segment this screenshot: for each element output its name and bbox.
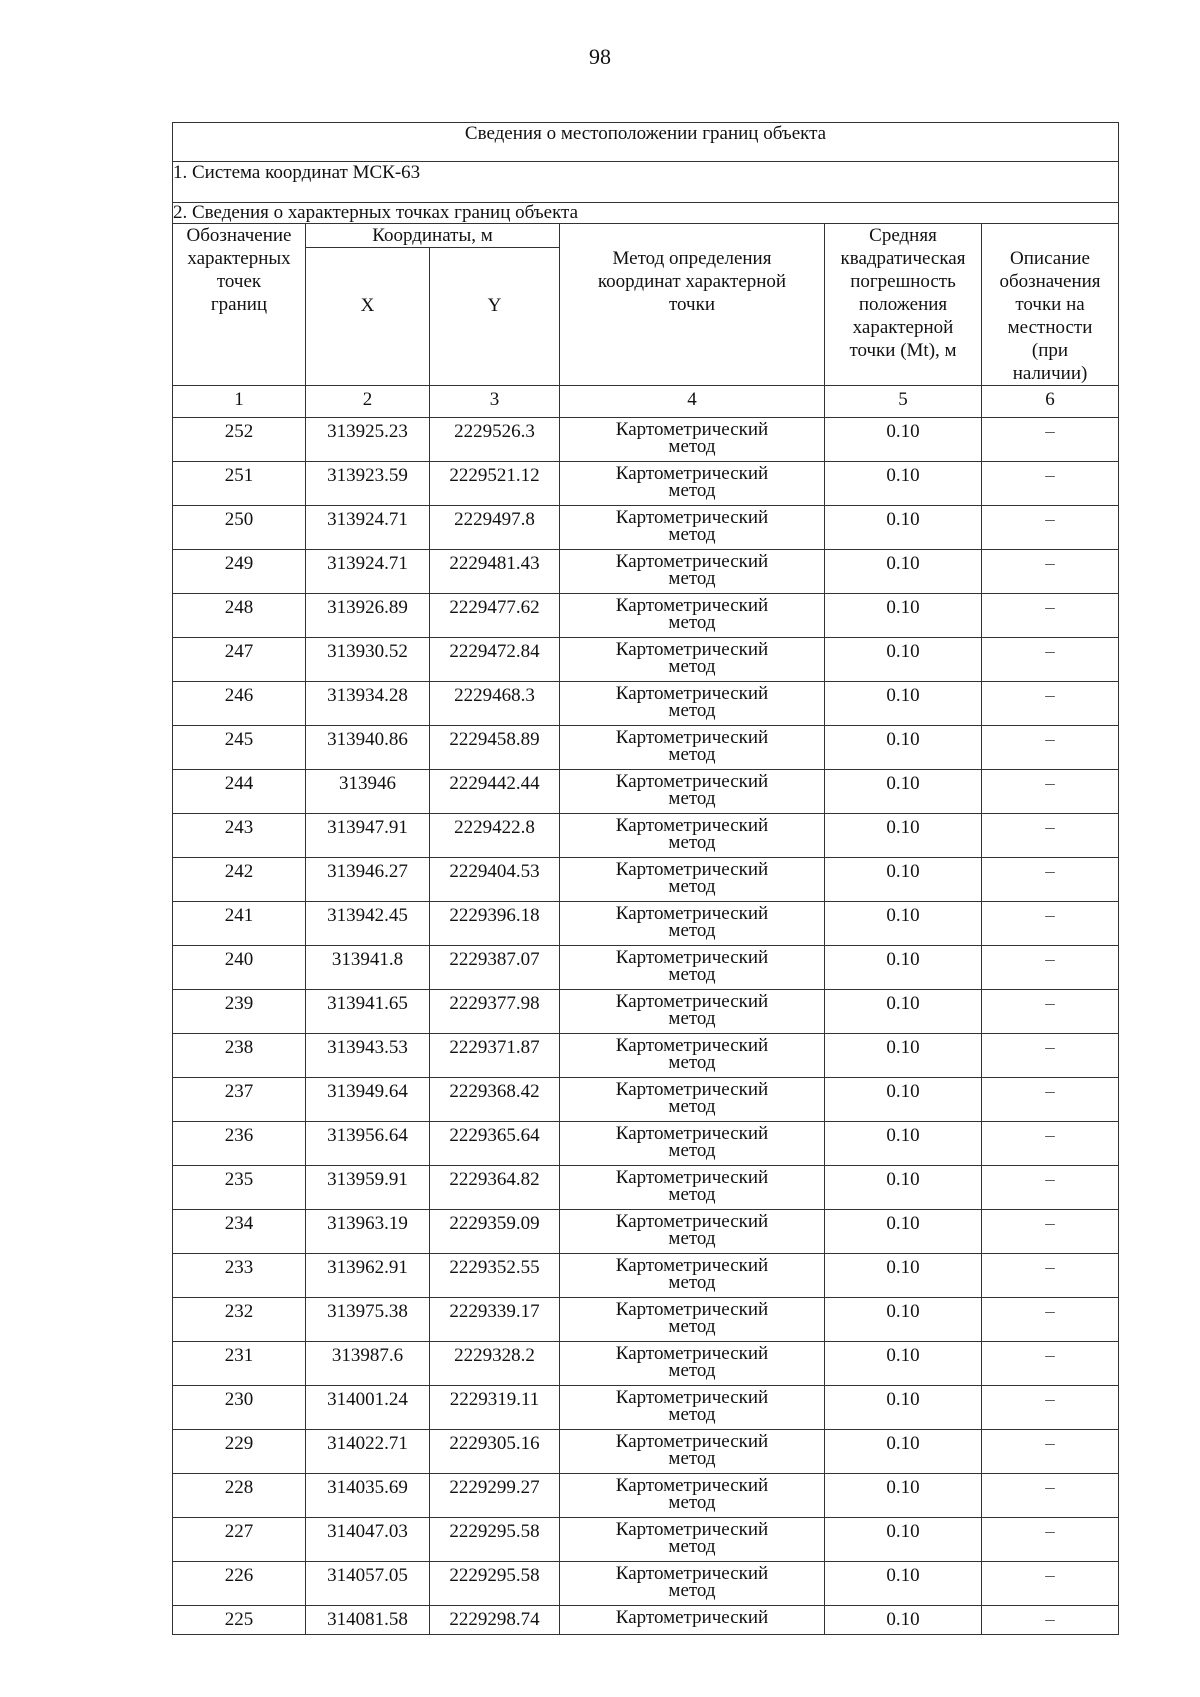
mean-error: 0.10 [825, 1034, 982, 1078]
table-row [173, 1034, 1119, 1078]
description: – [982, 506, 1119, 550]
coord-y: 2229422.8 [430, 814, 560, 858]
description: – [982, 594, 1119, 638]
coord-x: 313975.38 [306, 1298, 430, 1342]
point-number: 244 [173, 770, 306, 814]
points-section-title: 2. Сведения о характерных точках границ объекта [173, 203, 1119, 224]
coord-x: 313987.6 [306, 1342, 430, 1386]
description: – [982, 550, 1119, 594]
method: Картометрический метод [560, 1078, 825, 1122]
point-number: 226 [173, 1562, 306, 1606]
table-row [173, 1430, 1119, 1474]
coord-x: 313926.89 [306, 594, 430, 638]
mean-error: 0.10 [825, 1386, 982, 1430]
description: – [982, 1474, 1119, 1518]
mean-error: 0.10 [825, 462, 982, 506]
coord-y: 2229328.2 [430, 1342, 560, 1386]
coord-x: 313923.59 [306, 462, 430, 506]
coord-x: 313959.91 [306, 1166, 430, 1210]
table-row [173, 550, 1119, 594]
table-row [173, 1518, 1119, 1562]
method: Картометрический метод [560, 814, 825, 858]
coord-y: 2229458.89 [430, 726, 560, 770]
coord-x: 313962.91 [306, 1254, 430, 1298]
method: Картометрический метод [560, 1474, 825, 1518]
point-number: 239 [173, 990, 306, 1034]
coord-x: 313947.91 [306, 814, 430, 858]
description: – [982, 726, 1119, 770]
column-numbers-row [173, 386, 1119, 418]
table-row [173, 1386, 1119, 1430]
mean-error: 0.10 [825, 638, 982, 682]
description: – [982, 638, 1119, 682]
method: Картометрический метод [560, 1298, 825, 1342]
coord-y: 2229298.74 [430, 1606, 560, 1635]
table-row [173, 594, 1119, 638]
description: – [982, 858, 1119, 902]
coord-y: 2229319.11 [430, 1386, 560, 1430]
coord-x: 313940.86 [306, 726, 430, 770]
description: – [982, 946, 1119, 990]
coord-x: 314057.05 [306, 1562, 430, 1606]
point-number: 234 [173, 1210, 306, 1254]
method: Картометрический метод [560, 726, 825, 770]
coord-y: 2229477.62 [430, 594, 560, 638]
coord-y: 2229387.07 [430, 946, 560, 990]
header-x: X [306, 248, 430, 386]
description: – [982, 1562, 1119, 1606]
point-number: 237 [173, 1078, 306, 1122]
mean-error: 0.10 [825, 594, 982, 638]
coord-y: 2229365.64 [430, 1122, 560, 1166]
table-row [173, 1166, 1119, 1210]
coord-x: 313930.52 [306, 638, 430, 682]
coord-x: 313924.71 [306, 550, 430, 594]
mean-error: 0.10 [825, 1166, 982, 1210]
table-row [173, 770, 1119, 814]
point-number: 235 [173, 1166, 306, 1210]
table-row [173, 1342, 1119, 1386]
table-row [173, 1210, 1119, 1254]
description: – [982, 1430, 1119, 1474]
point-number: 227 [173, 1518, 306, 1562]
mean-error: 0.10 [825, 990, 982, 1034]
mean-error: 0.10 [825, 1254, 982, 1298]
description: – [982, 1606, 1119, 1635]
point-number: 232 [173, 1298, 306, 1342]
point-number: 249 [173, 550, 306, 594]
coord-x: 313941.8 [306, 946, 430, 990]
coord-y: 2229295.58 [430, 1518, 560, 1562]
mean-error: 0.10 [825, 858, 982, 902]
mean-error: 0.10 [825, 946, 982, 990]
coord-y: 2229359.09 [430, 1210, 560, 1254]
column-number: 1 [173, 386, 306, 418]
mean-error: 0.10 [825, 682, 982, 726]
coord-y: 2229371.87 [430, 1034, 560, 1078]
method: Картометрический метод [560, 902, 825, 946]
coord-x: 313934.28 [306, 682, 430, 726]
point-number: 230 [173, 1386, 306, 1430]
coord-y: 2229497.8 [430, 506, 560, 550]
mean-error: 0.10 [825, 506, 982, 550]
coord-y: 2229339.17 [430, 1298, 560, 1342]
header-description: Описание обозначения точки на местности (при наличии) [982, 224, 1119, 386]
description: – [982, 902, 1119, 946]
coord-y: 2229396.18 [430, 902, 560, 946]
coord-y: 2229481.43 [430, 550, 560, 594]
coord-x: 313942.45 [306, 902, 430, 946]
description: – [982, 1210, 1119, 1254]
table-row [173, 1254, 1119, 1298]
table-row [173, 638, 1119, 682]
coord-y: 2229299.27 [430, 1474, 560, 1518]
table-row [173, 418, 1119, 462]
mean-error: 0.10 [825, 726, 982, 770]
point-number: 247 [173, 638, 306, 682]
column-number: 3 [430, 386, 560, 418]
description: – [982, 1298, 1119, 1342]
method: Картометрический метод [560, 1386, 825, 1430]
point-number: 238 [173, 1034, 306, 1078]
coord-x: 313925.23 [306, 418, 430, 462]
description: – [982, 1166, 1119, 1210]
description: – [982, 1342, 1119, 1386]
coord-x: 313941.65 [306, 990, 430, 1034]
column-number: 6 [982, 386, 1119, 418]
description: – [982, 1518, 1119, 1562]
method: Картометрический метод [560, 638, 825, 682]
method: Картометрический метод [560, 858, 825, 902]
table-row [173, 1298, 1119, 1342]
point-number: 240 [173, 946, 306, 990]
description: – [982, 1122, 1119, 1166]
point-number: 231 [173, 1342, 306, 1386]
coord-x: 314022.71 [306, 1430, 430, 1474]
point-number: 225 [173, 1606, 306, 1635]
point-number: 248 [173, 594, 306, 638]
table-row [173, 1474, 1119, 1518]
table-row [173, 946, 1119, 990]
table-row [173, 990, 1119, 1034]
point-number: 228 [173, 1474, 306, 1518]
coordinate-system: 1. Система координат МСК-63 [173, 162, 1119, 203]
method: Картометрический метод [560, 1210, 825, 1254]
mean-error: 0.10 [825, 1474, 982, 1518]
mean-error: 0.10 [825, 1122, 982, 1166]
method: Картометрический метод [560, 550, 825, 594]
point-number: 241 [173, 902, 306, 946]
coord-y: 2229364.82 [430, 1166, 560, 1210]
method: Картометрический метод [560, 946, 825, 990]
table-row [173, 726, 1119, 770]
table-row [173, 682, 1119, 726]
description: – [982, 1034, 1119, 1078]
table-row [173, 1078, 1119, 1122]
point-number: 246 [173, 682, 306, 726]
boundary-points-table [172, 122, 1119, 1635]
coord-x: 313946.27 [306, 858, 430, 902]
point-number: 252 [173, 418, 306, 462]
mean-error: 0.10 [825, 902, 982, 946]
table-row [173, 858, 1119, 902]
method: Картометрический метод [560, 1034, 825, 1078]
table-row [173, 814, 1119, 858]
mean-error: 0.10 [825, 418, 982, 462]
page-number: 98 [589, 44, 611, 69]
description: – [982, 1078, 1119, 1122]
header-designation: Обозначение характерных точек границ [173, 224, 306, 386]
column-number: 2 [306, 386, 430, 418]
coord-x: 313946 [306, 770, 430, 814]
header-error: Средняя квадратическая погрешность положения характерной точки (Mt), м [825, 224, 982, 386]
coord-x: 313956.64 [306, 1122, 430, 1166]
method: Картометрический метод [560, 506, 825, 550]
table-row [173, 462, 1119, 506]
method: Картометрический [560, 1606, 825, 1635]
description: – [982, 682, 1119, 726]
method: Картометрический метод [560, 418, 825, 462]
header-coordinates: Координаты, м [306, 224, 560, 248]
coord-y: 2229352.55 [430, 1254, 560, 1298]
table-row [173, 1122, 1119, 1166]
coord-x: 314001.24 [306, 1386, 430, 1430]
coord-y: 2229442.44 [430, 770, 560, 814]
mean-error: 0.10 [825, 770, 982, 814]
description: – [982, 418, 1119, 462]
method: Картометрический метод [560, 1254, 825, 1298]
coord-x: 313949.64 [306, 1078, 430, 1122]
coord-x: 313924.71 [306, 506, 430, 550]
mean-error: 0.10 [825, 1518, 982, 1562]
description: – [982, 1386, 1119, 1430]
method: Картометрический метод [560, 1518, 825, 1562]
description: – [982, 814, 1119, 858]
method: Картометрический метод [560, 990, 825, 1034]
coord-y: 2229404.53 [430, 858, 560, 902]
point-number: 250 [173, 506, 306, 550]
table-row [173, 1562, 1119, 1606]
mean-error: 0.10 [825, 1430, 982, 1474]
mean-error: 0.10 [825, 550, 982, 594]
method: Картометрический метод [560, 594, 825, 638]
description: – [982, 990, 1119, 1034]
table-row [173, 902, 1119, 946]
mean-error: 0.10 [825, 1562, 982, 1606]
point-number: 243 [173, 814, 306, 858]
mean-error: 0.10 [825, 1342, 982, 1386]
point-number: 233 [173, 1254, 306, 1298]
mean-error: 0.10 [825, 1298, 982, 1342]
header-method: Метод определения координат характерной точки [560, 224, 825, 386]
description: – [982, 770, 1119, 814]
point-number: 229 [173, 1430, 306, 1474]
coord-x: 314081.58 [306, 1606, 430, 1635]
coord-y: 2229377.98 [430, 990, 560, 1034]
coord-y: 2229305.16 [430, 1430, 560, 1474]
method: Картометрический метод [560, 1562, 825, 1606]
method: Картометрический метод [560, 770, 825, 814]
table-row [173, 506, 1119, 550]
table-row [173, 1606, 1119, 1635]
coord-y: 2229368.42 [430, 1078, 560, 1122]
method: Картометрический метод [560, 682, 825, 726]
column-number: 5 [825, 386, 982, 418]
mean-error: 0.10 [825, 814, 982, 858]
method: Картометрический метод [560, 1342, 825, 1386]
mean-error: 0.10 [825, 1606, 982, 1635]
coord-x: 314035.69 [306, 1474, 430, 1518]
method: Картометрический метод [560, 462, 825, 506]
coord-x: 313943.53 [306, 1034, 430, 1078]
mean-error: 0.10 [825, 1078, 982, 1122]
coord-y: 2229526.3 [430, 418, 560, 462]
description: – [982, 1254, 1119, 1298]
method: Картометрический метод [560, 1430, 825, 1474]
column-number: 4 [560, 386, 825, 418]
coord-y: 2229521.12 [430, 462, 560, 506]
coord-x: 314047.03 [306, 1518, 430, 1562]
mean-error: 0.10 [825, 1210, 982, 1254]
method: Картометрический метод [560, 1122, 825, 1166]
description: – [982, 462, 1119, 506]
point-number: 245 [173, 726, 306, 770]
coord-y: 2229472.84 [430, 638, 560, 682]
table-title: Сведения о местоположении границ объекта [173, 123, 1119, 162]
point-number: 242 [173, 858, 306, 902]
method: Картометрический метод [560, 1166, 825, 1210]
coord-x: 313963.19 [306, 1210, 430, 1254]
coord-y: 2229295.58 [430, 1562, 560, 1606]
point-number: 251 [173, 462, 306, 506]
point-number: 236 [173, 1122, 306, 1166]
header-y: Y [430, 248, 560, 386]
coord-y: 2229468.3 [430, 682, 560, 726]
